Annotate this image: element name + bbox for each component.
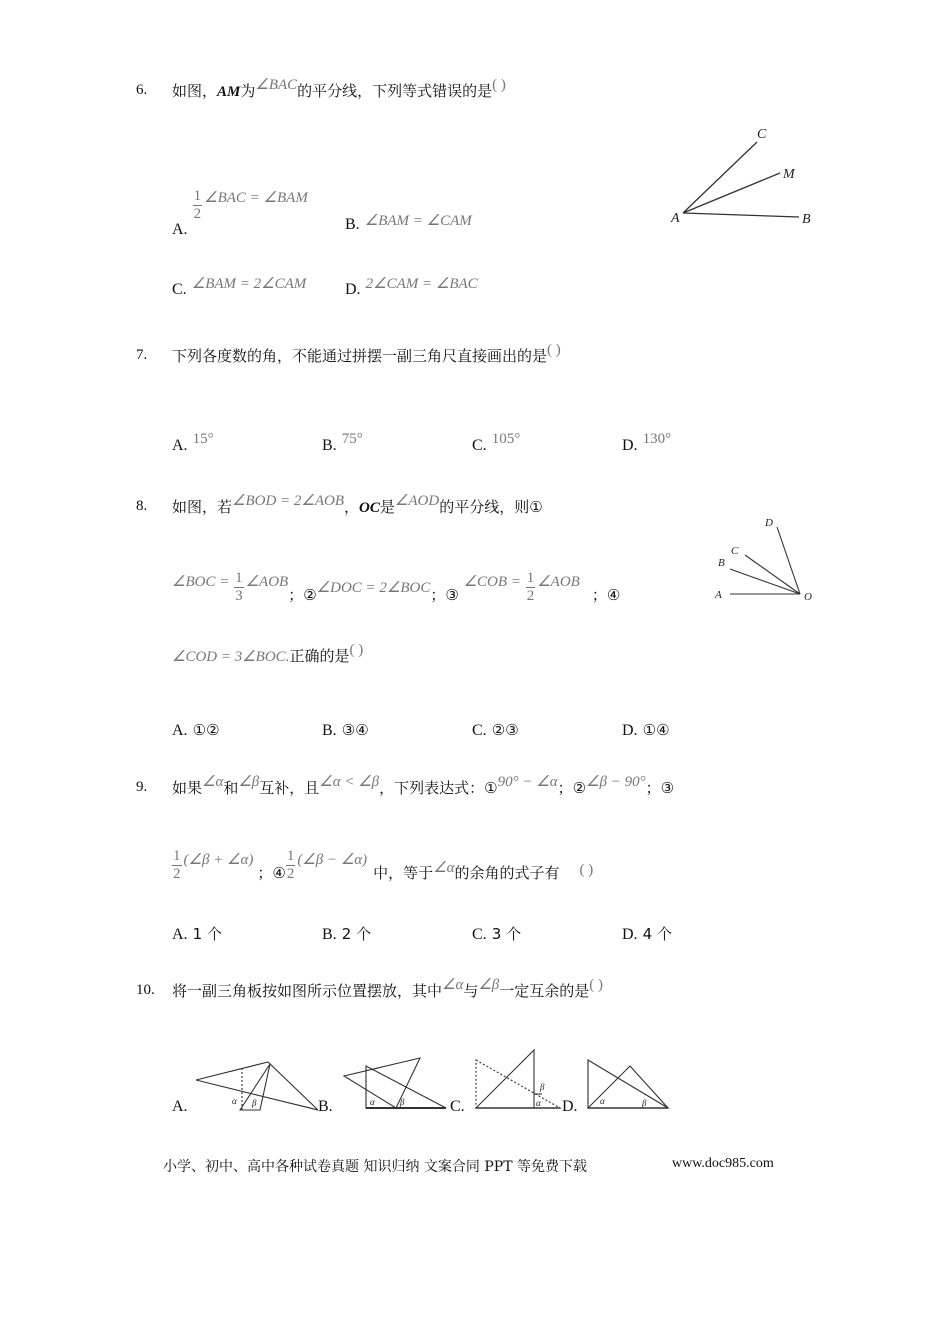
q6-option-b-label: B. [345,216,360,233]
q7-option-a[interactable] [172,428,214,454]
q7-option-a-expr: 15° [192,431,214,447]
q9-sep4: ；④ [257,864,286,882]
q6-figure [665,120,825,230]
q9-e3-fraction: $\frac{1}{2}$ [173,848,181,882]
q10-stem-suffix: 一定互余的是 [499,982,590,1000]
q8-option-c-label: C. [472,722,487,739]
q10-a-alpha: α [232,1096,237,1106]
q8-option-a[interactable] [172,720,220,740]
q10-b-triangle2 [366,1066,446,1108]
q6-option-c-label: C. [172,281,187,298]
q8-stem-oc: OC [359,500,380,516]
q10-c-beta: β [540,1082,545,1092]
q10-stem [172,977,604,1001]
q8-option-d-label: D. [622,722,638,739]
q7-option-d[interactable] [622,428,672,454]
q9-stem [172,774,675,798]
q7-option-d-label: D. [622,437,638,454]
q9-end: 的余角的式子有 [454,864,560,882]
q7-paren: ( ) [547,342,561,358]
q9-beta: ∠β [238,774,260,790]
q6-option-d-expr: 2∠CAM = ∠BAC [365,276,478,292]
q9-option-a-expr: 1 个 [192,925,222,943]
q6-stem-am: AM [217,84,241,100]
q8-stem-mid: 是 [379,498,395,516]
q6-stem-suffix: 的平分线，下列等式错误的是 [297,82,493,100]
q9-option-b-label: B. [322,926,337,943]
q10-stem-prefix: 将一副三角板按如图所示位置摆放，其中 [172,982,443,1000]
q10-with: 与 [463,982,479,1000]
q8-ray-oc [745,555,800,594]
q8-stem-eq: ∠BOD = 2∠AOB [232,493,345,509]
q8-stem-comma: ， [344,498,360,516]
q8-statements-line [172,570,620,605]
q10-figure-a [188,1058,318,1114]
q8-sep4: ；④ [591,586,621,604]
q8-option-a-label: A. [172,722,188,739]
q10-number: 10. [136,982,155,998]
q9-expr-line [172,848,593,883]
q9-option-c-label: C. [472,926,487,943]
q9-e1: 90° − ∠α [497,774,558,790]
q7-number: 7. [136,347,148,363]
q6-option-a-fraction: $\frac{1}{2}$ [193,188,202,222]
q6-label-c: C [757,127,767,142]
q9-sep3: ；③ [645,779,675,797]
q6-paren: ( ) [492,77,506,93]
q8-figure [705,512,825,612]
q9-option-b[interactable] [322,923,371,944]
q8-s4: ∠COD = 3∠BOC [172,649,286,665]
q10-option-d[interactable]: D. [562,1098,578,1115]
q8-stem-prefix: 如图，若 [172,498,233,516]
q8-s2: ∠DOC = 2∠BOC [316,580,431,596]
q10-c-alpha: α [536,1098,541,1108]
q10-option-b[interactable]: B. [318,1098,333,1115]
q6-label-a: A [671,211,680,226]
q8-number: 8. [136,498,148,514]
q9-alpha: ∠α [202,774,224,790]
footer-text: 小学、初中、高中各种试卷真题 知识归纳 文案合同 PPT 等免费下载 [163,1159,587,1175]
q9-e2: ∠β − 90° [586,774,646,790]
q8-ray-ob [730,569,800,594]
q9-option-c-expr: 3 个 [491,925,522,943]
q7-option-c-expr: 105° [491,431,521,447]
q10-figure-d [584,1056,672,1112]
q10-beta: ∠β [478,977,500,993]
q8-s1-right: ∠AOB [245,574,289,590]
q8-option-c-expr: ②③ [491,721,519,739]
q8-stem-end: 正确的是 [289,647,350,665]
q10-d-beta: β [642,1098,647,1108]
q10-d-alpha: α [600,1096,605,1106]
q8-s3-right: ∠AOB [537,574,580,590]
q8-sep3: ；③ [430,586,459,604]
q9-option-c[interactable] [472,923,521,944]
q9-list: ，下列表达式：① [379,779,498,797]
q8-s4-dot: . [285,649,290,665]
q10-c-triangle1 [476,1050,534,1108]
q7-option-b[interactable] [322,428,363,454]
q7-option-b-expr: 75° [341,431,363,447]
q9-e4: (∠β − ∠α) [297,852,368,868]
q10-a-beta: β [252,1098,257,1108]
q9-mid: 中，等于 [373,864,434,882]
q10-b-beta: β [400,1097,405,1107]
q6-stem-angle: ∠BAC [255,77,298,93]
q7-stem-text: 下列各度数的角，不能通过拼摆一副三角尺直接画出的是 [172,347,548,365]
q9-sep2: ；② [557,779,587,797]
q10-option-c[interactable]: C. [450,1098,465,1115]
q6-option-c[interactable] [172,273,307,298]
q6-stem [172,77,506,101]
footer-site-link[interactable]: www.doc985.com [672,1156,774,1171]
q9-e3: (∠β + ∠α) [183,852,254,868]
q6-ray-ab [683,213,799,217]
q10-figure-b [340,1054,450,1110]
q9-option-d-expr: 4 个 [642,925,672,943]
q6-option-c-expr: ∠BAM = 2∠CAM [191,276,307,292]
q9-alpha2: ∠α [433,860,455,876]
q9-number: 9. [136,779,148,795]
q8-option-b-expr: ③④ [341,721,369,739]
q6-label-m: M [783,167,795,182]
q8-stem-angle: ∠AOD [394,493,440,509]
q8-option-b-label: B. [322,722,337,739]
q9-supp: 互补，且 [259,779,320,797]
q9-and: 和 [223,779,239,797]
q9-stem-prefix: 如果 [172,779,203,797]
q6-option-d[interactable] [345,273,478,298]
q8-label-d: D [765,517,773,529]
q10-alpha: ∠α [442,977,464,993]
q9-option-a-label: A. [172,926,188,943]
q8-label-b: B [718,557,725,569]
q8-option-c[interactable] [472,720,519,740]
q8-label-o: O [804,591,812,603]
q6-option-a[interactable] [172,188,308,238]
q8-stem [172,493,543,517]
q8-s3-left: ∠COB = [463,574,521,590]
q8-option-d-expr: ①④ [642,721,670,739]
q9-option-a[interactable] [172,923,222,944]
q7-option-b-label: B. [322,437,337,454]
q7-option-c[interactable] [472,428,521,454]
q10-figure-c [472,1048,564,1112]
q10-a-triangle1 [196,1062,318,1110]
q8-label-a: A [715,589,722,601]
q8-stem-suffix: 的平分线，则① [439,498,543,516]
q8-sep2: ；② [288,586,317,604]
q6-ray-am [683,173,780,213]
q6-stem-prefix: 如图， [172,82,218,100]
q9-e4-fraction: $\frac{1}{2}$ [286,848,295,882]
q6-label-b: B [802,212,811,227]
q9-option-d-label: D. [622,926,638,943]
q8-s1-fraction: $\frac{1}{3}$ [235,570,243,604]
q8-option-d[interactable] [622,720,670,740]
q8-s3-fraction: $\frac{1}{2}$ [526,570,535,604]
q8-option-a-expr: ①② [192,721,220,739]
q10-b-alpha: α [370,1097,375,1107]
q6-stem-mid: 为 [240,82,256,100]
q7-option-d-expr: 130° [642,431,672,447]
q10-b-triangle1 [344,1058,420,1108]
q10-option-a[interactable]: A. [172,1098,188,1115]
q8-option-b[interactable] [322,720,369,740]
q8-paren: ( ) [349,642,364,658]
q9-option-b-expr: 2 个 [341,925,372,943]
q9-paren: ( ) [579,862,594,878]
q6-number: 6. [136,82,148,98]
q6-option-d-label: D. [345,281,361,298]
q9-ineq: ∠α < ∠β [319,774,380,790]
q9-option-d[interactable] [622,923,672,944]
q7-option-a-label: A. [172,437,188,454]
q6-option-a-expr: ∠BAC = ∠BAM [204,190,308,206]
q8-label-c: C [731,545,739,557]
q6-option-b-expr: ∠BAM = ∠CAM [364,213,472,229]
q10-paren: ( ) [589,977,604,993]
q8-statements-line2 [172,642,364,666]
q6-option-b[interactable] [345,210,472,233]
q10-c-triangle2 [476,1060,560,1108]
q6-option-a-label: A. [172,221,188,238]
q6-ray-ac [683,142,757,213]
q8-ray-od [777,527,800,594]
q7-stem [172,342,561,366]
q7-option-c-label: C. [472,437,487,454]
q8-s1-left: ∠BOC = [172,574,230,590]
